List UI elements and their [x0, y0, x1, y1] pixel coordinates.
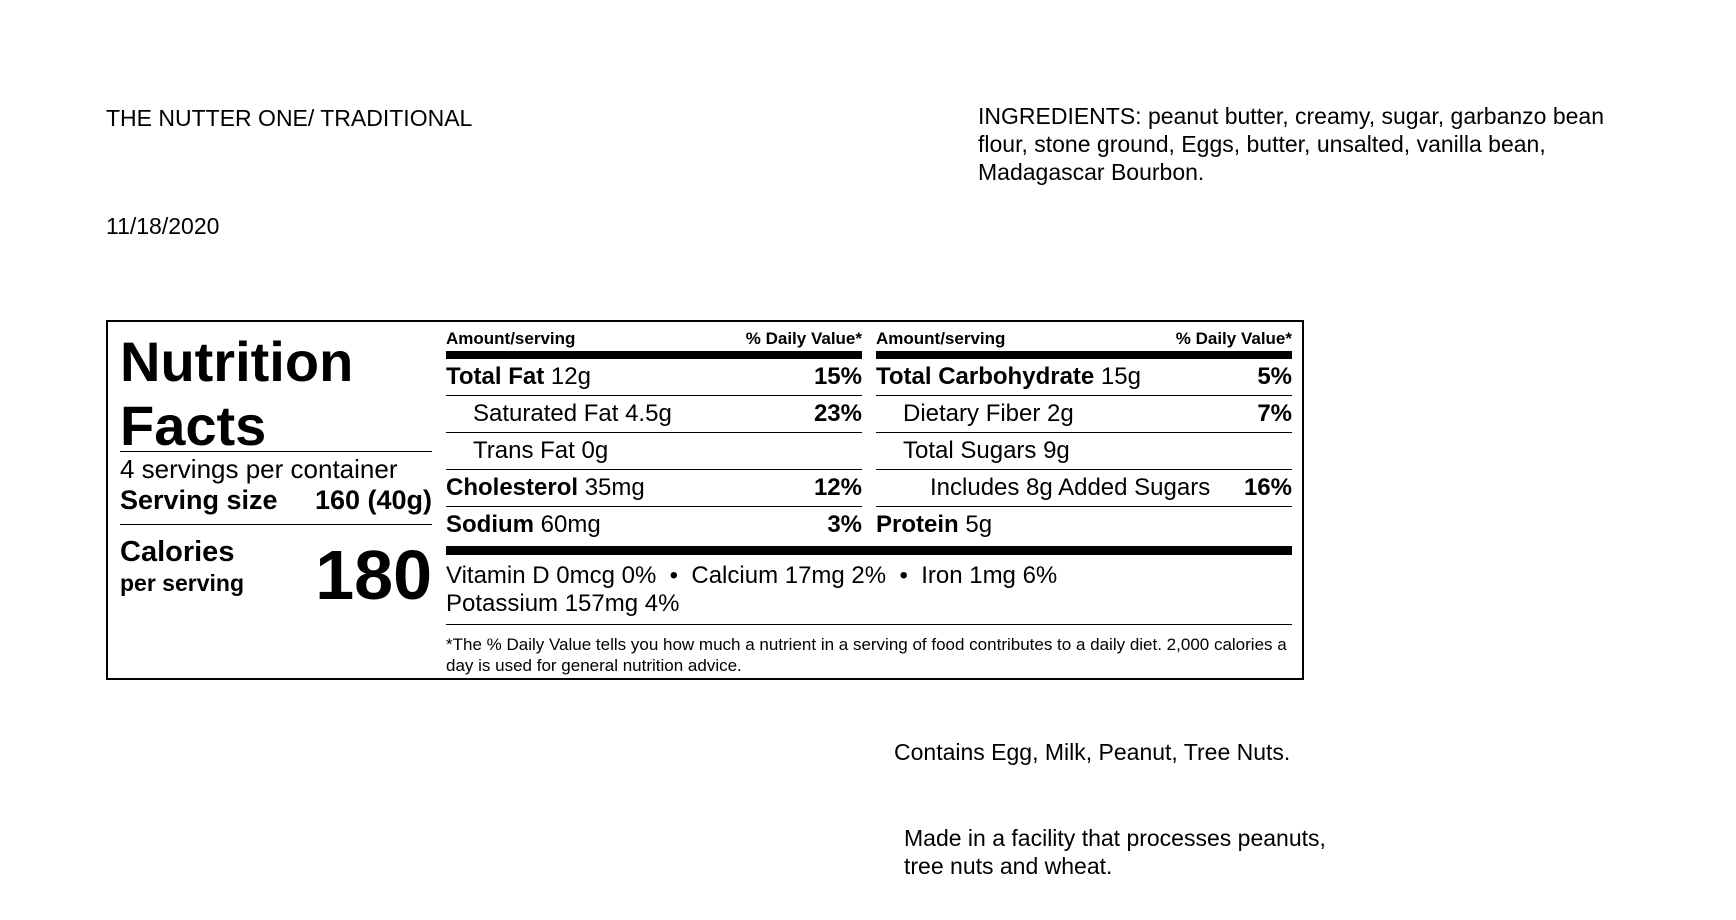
- nutrient-name: Total Carbohydrate: [876, 363, 1095, 390]
- calories-sublabel: per serving: [120, 570, 244, 596]
- serving-size-label: Serving size: [120, 485, 278, 515]
- nutrient-row-cholesterol: [446, 470, 862, 507]
- nutrient-name: Protein: [876, 511, 959, 538]
- nutrient-name: Saturated Fat 4.5g: [473, 400, 672, 427]
- nutrient-amount: 12g: [544, 363, 591, 390]
- allergen-statement: Contains Egg, Milk, Peanut, Tree Nuts.: [894, 739, 1291, 765]
- product-name: THE NUTTER ONE/ TRADITIONAL: [106, 105, 473, 131]
- nutrient-row-added-sugars: [876, 470, 1292, 507]
- nutrient-name: Dietary Fiber 2g: [903, 400, 1074, 427]
- facility-statement: [904, 824, 1404, 880]
- nutrient-percent: 15%: [813, 363, 862, 390]
- nutrient-name: Trans Fat 0g: [473, 437, 609, 464]
- column-header: [876, 328, 1292, 350]
- thick-rule: [446, 351, 862, 359]
- calories-label: Calories: [120, 536, 235, 568]
- divider: [120, 451, 432, 452]
- facility-line-2: tree nuts and wheat.: [904, 853, 1113, 879]
- nutrient-row-total-sugars: [876, 433, 1292, 470]
- column-header: [446, 328, 862, 350]
- nutrient-amount: 5g: [958, 511, 993, 538]
- vitamins-minerals-line-1: Vitamin D 0mcg 0% • Calcium 17mg 2% • Iron 1mg 6%: [446, 562, 1058, 589]
- nutrient-row-total-fat: [446, 359, 862, 396]
- nutrient-row-protein: [876, 507, 1292, 544]
- nutrition-facts-panel: [106, 320, 1304, 680]
- nutrient-percent: 23%: [813, 400, 862, 427]
- nutrient-percent: 5%: [1257, 363, 1292, 390]
- thick-rule-full: [446, 546, 1292, 555]
- facility-line-1: Made in a facility that processes peanuts,: [904, 825, 1326, 851]
- nutrition-facts-title: [120, 330, 353, 458]
- nutrient-name: Includes 8g Added Sugars: [930, 474, 1211, 501]
- thick-rule: [876, 351, 1292, 359]
- amount-serving-header: Amount/serving: [446, 329, 576, 348]
- servings-per-container: 4 servings per container: [120, 454, 398, 484]
- serving-size-row: [120, 484, 432, 516]
- divider: [120, 524, 432, 525]
- title-line-1: Nutrition: [120, 330, 354, 393]
- nutrient-row-saturated-fat: [446, 396, 862, 433]
- nutrient-percent: 3%: [827, 511, 862, 538]
- nutrient-percent: 16%: [1243, 474, 1292, 501]
- nutrient-row-total-carbohydrate: [876, 359, 1292, 396]
- nutrient-row-sodium: [446, 507, 862, 544]
- calories-value: 180: [315, 536, 432, 614]
- serving-size-value: 160 (40g): [314, 485, 432, 515]
- nutrient-name: Cholesterol: [446, 474, 579, 501]
- nutrient-percent: 7%: [1257, 400, 1292, 427]
- nutrient-amount: 60mg: [534, 511, 601, 538]
- nutrient-name: Total Fat: [446, 363, 545, 390]
- ingredients-text: INGREDIENTS: peanut butter, creamy, sugar, garbanzo bean flour, stone ground, Eggs, butter, unsalted, vanilla bean, Madagascar Bourbon.: [978, 103, 1605, 185]
- nutrient-name: Sodium: [446, 511, 534, 538]
- amount-serving-header: Amount/serving: [876, 329, 1006, 348]
- daily-value-header: % Daily Value*: [1175, 329, 1292, 348]
- nutrient-name: Total Sugars 9g: [903, 437, 1070, 464]
- label-date: 11/18/2020: [106, 213, 220, 239]
- nutrient-amount: 15g: [1094, 363, 1141, 390]
- daily-value-footnote: *The % Daily Value tells you how much a nutrient in a serving of food contributes to a daily diet. 2,000 calories a day is used for general nutrition advice.: [446, 635, 1287, 675]
- nutrient-percent: 12%: [813, 474, 862, 501]
- daily-value-header: % Daily Value*: [745, 329, 862, 348]
- nutrient-row-dietary-fiber: [876, 396, 1292, 433]
- footnote-divider: [446, 624, 1292, 625]
- title-line-2: Facts: [120, 394, 267, 457]
- vitamins-minerals-line-2: Potassium 157mg 4%: [446, 590, 680, 617]
- nutrient-amount: 35mg: [578, 474, 645, 501]
- nutrient-row-trans-fat: [446, 433, 862, 470]
